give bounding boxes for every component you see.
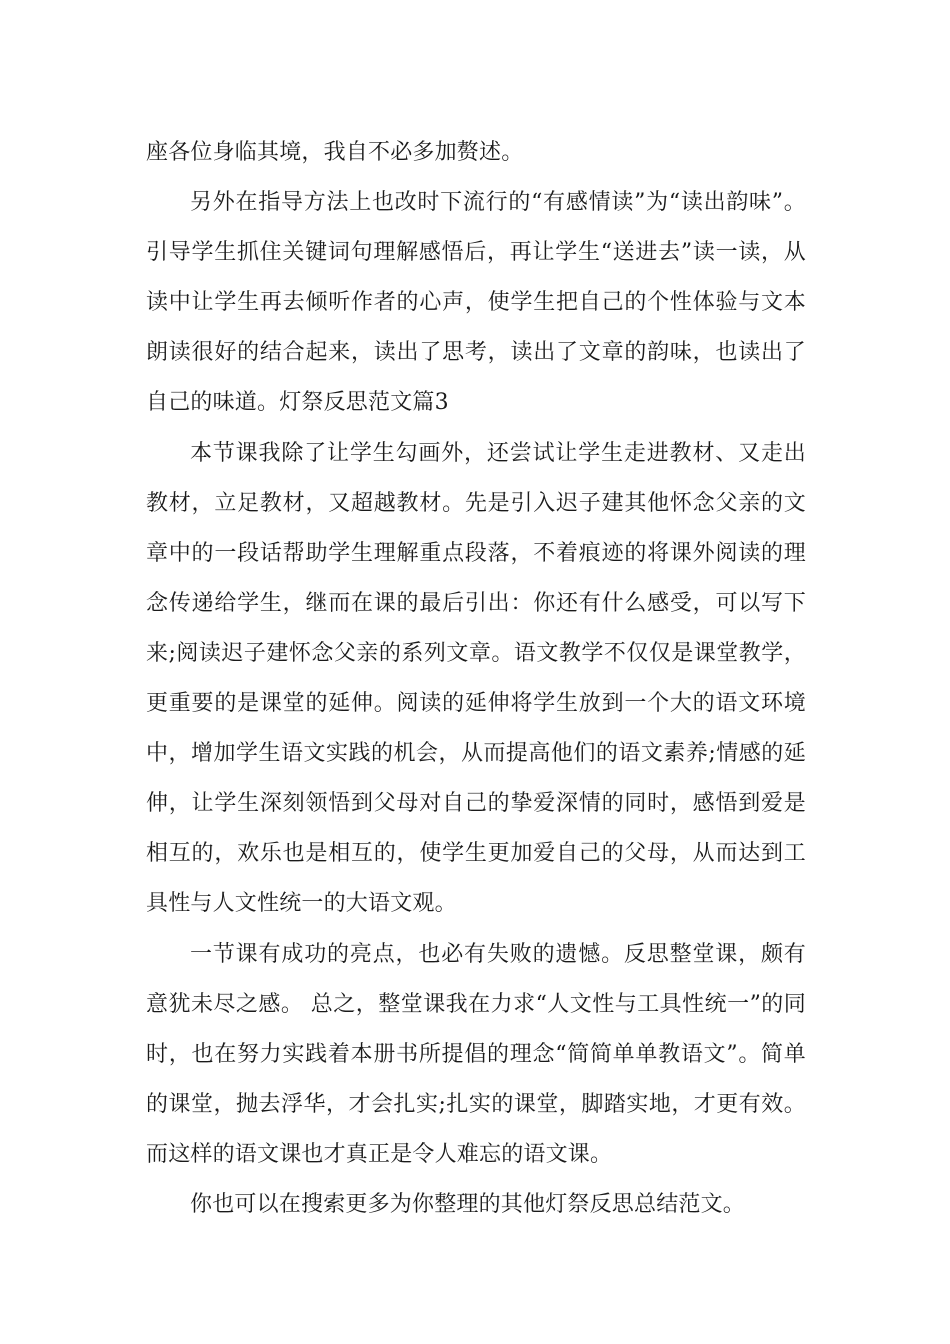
- paragraph-5: 你也可以在搜索更多为你整理的其他灯祭反思总结范文。: [190, 1191, 746, 1217]
- paragraph-1: 座各位身临其境，我自不必多加赘述。: [146, 140, 524, 165]
- paragraph-2: 另外在指导方法上也改时下流行的“有感情读”为“读出韵味”。引导学生抓住关键词句理解感悟后，再让学生“送进去”读一读，从读中让学生再去倾听作者的心声，使学生把自己的个性体验与文本朗读很好的结合起来，读出了思考，读出了文章的韵味，也读出了自己的味道。灯祭反思范文篇3: [146, 190, 806, 416]
- paragraph-4: 一节课有成功的亮点，也必有失败的遗憾。反思整堂课，颇有意犹未尽之感。 总之，整堂课我在力求“人文性与工具性统一”的同时，也在努力实践着本册书所提倡的理念“简简单单教语文”。简单的课堂，抛去浮华，才会扎实;扎实的课堂，脚踏实地，才更有效。而这样的语文课也才真正是令人难忘的语文课。: [146, 941, 806, 1167]
- paragraph-3: 本节课我除了让学生勾画外，还尝试让学生走进教材、又走出教材，立足教材，又超越教材。先是引入迟子建其他怀念父亲的文章中的一段话帮助学生理解重点段落，不着痕迹的将课外阅读的理念传递给学生，继而在课的最后引出：你还有什么感受，可以写下来;阅读迟子建怀念父亲的系列文章。语文教学不仅仅是课堂教学，更重要的是课堂的延伸。阅读的延伸将学生放到一个大的语文环境中，增加学生语文实践的机会，从而提高他们的语文素养;情感的延伸，让学生深刻领悟到父母对自己的挚爱深情的同时，感悟到爱是相互的，欢乐也是相互的，使学生更加爱自己的父母，从而达到工具性与人文性统一的大语文观。: [146, 440, 806, 917]
- document-body: [146, 128, 806, 1230]
